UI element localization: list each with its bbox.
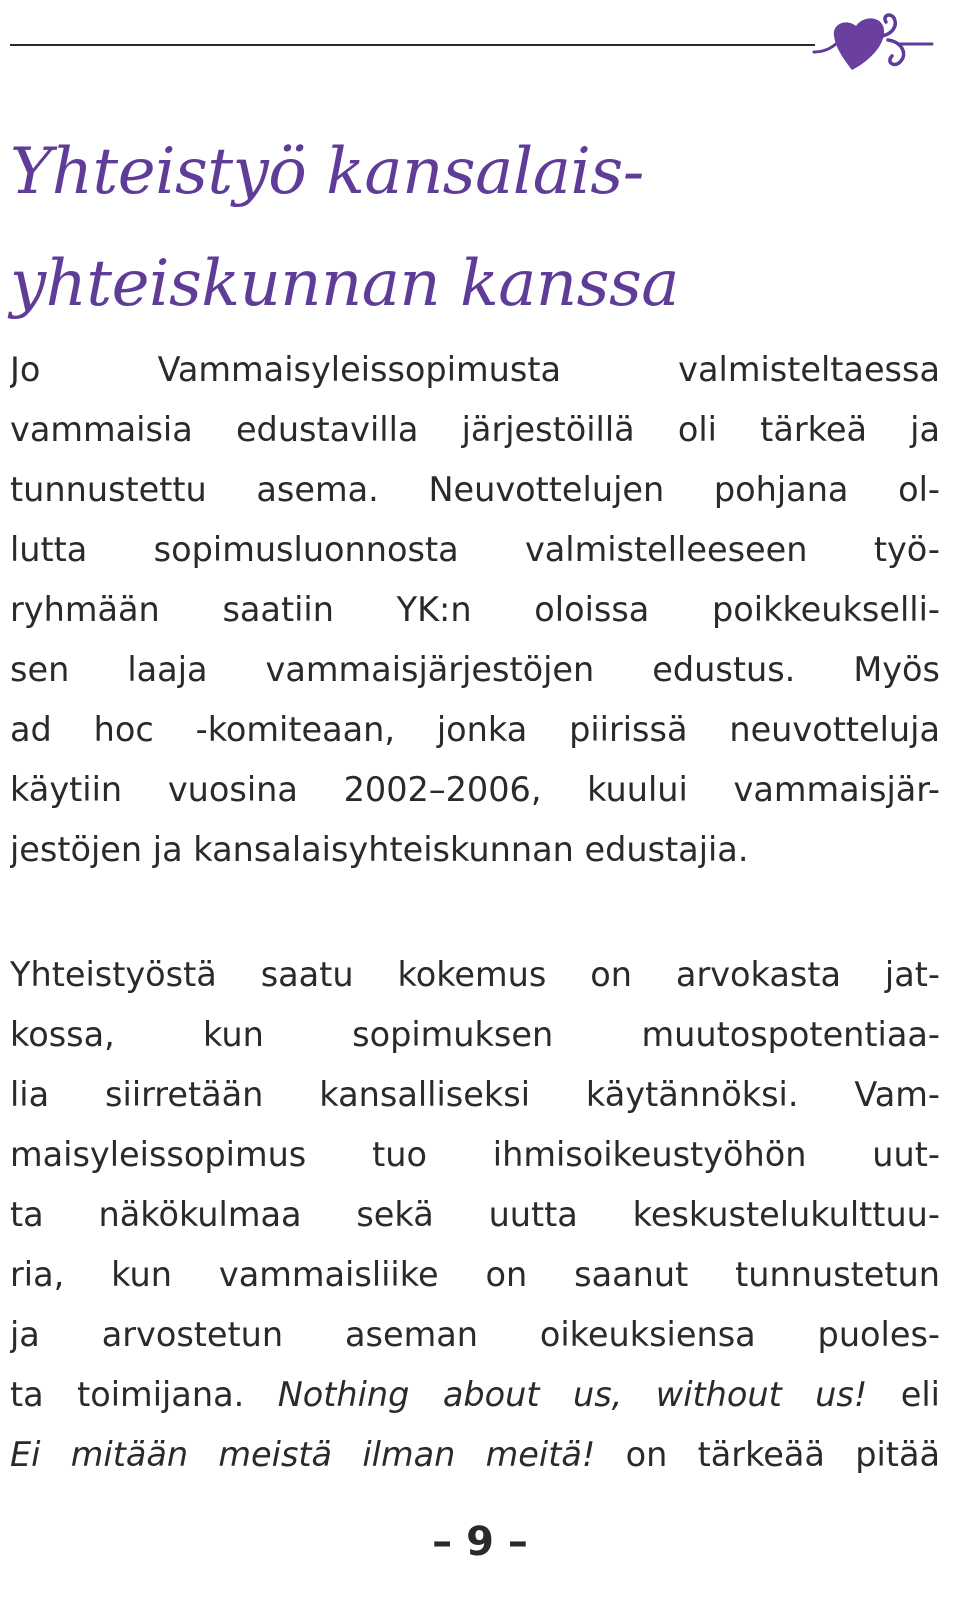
header-rule [10, 44, 815, 46]
page-number: – 9 – [432, 1519, 528, 1565]
italic-quote-finnish: Ei mitään meistä ilman meitä! [10, 1435, 596, 1474]
text-line-mixed [10, 1425, 940, 1485]
text-line: tunnustettu asema. Neuvottelujen pohjana ol- [10, 470, 940, 509]
page-title [10, 116, 940, 340]
paragraph-2 [10, 945, 940, 1485]
text-line: Jo Vammaisyleissopimusta valmisteltaessa [10, 350, 940, 389]
text-line: ria, kun vammaisliike on saanut tunnustetun [10, 1255, 940, 1294]
text-segment: eli [867, 1375, 940, 1414]
text-line: ryhmään saatiin YK:n oloissa poikkeukselli- [10, 590, 940, 629]
text-line: jestöjen ja kansalaisyhteiskunnan edustajia. [10, 830, 749, 869]
text-line: ta näkökulmaa sekä uutta keskustelukulttuu- [10, 1195, 940, 1234]
text-line: kossa, kun sopimuksen muutospotentiaa- [10, 1015, 940, 1054]
text-line: sen laaja vammaisjärjestöjen edustus. Myös [10, 650, 940, 689]
text-line: ja arvostetun aseman oikeuksiensa puoles- [10, 1315, 940, 1354]
text-line: maisyleissopimus tuo ihmisoikeustyöhön uut- [10, 1135, 940, 1174]
title-line-1: Yhteistyö kansalais- [10, 135, 644, 209]
title-line-2: yhteiskunnan kanssa [10, 247, 679, 321]
paragraph-1 [10, 340, 940, 880]
text-line: ad hoc -komiteaan, jonka piirissä neuvotteluja [10, 710, 940, 749]
text-line: lutta sopimusluonnosta valmistelleeseen työ- [10, 530, 940, 569]
text-segment: on tärkeää pitää [595, 1435, 940, 1474]
text-line: Yhteistyöstä saatu kokemus on arvokasta jat- [10, 955, 940, 994]
text-line-mixed [10, 1365, 940, 1425]
text-segment: ta toimijana. [10, 1375, 278, 1414]
text-line: vammaisia edustavilla järjestöillä oli tärkeä ja [10, 410, 940, 449]
heart-flourish-icon [812, 6, 952, 72]
italic-quote-english: Nothing about us, without us! [277, 1375, 868, 1414]
text-line: lia siirretään kansalliseksi käytännöksi. Vam- [10, 1075, 940, 1114]
text-line: käytiin vuosina 2002–2006, kuului vammaisjär- [10, 770, 940, 809]
